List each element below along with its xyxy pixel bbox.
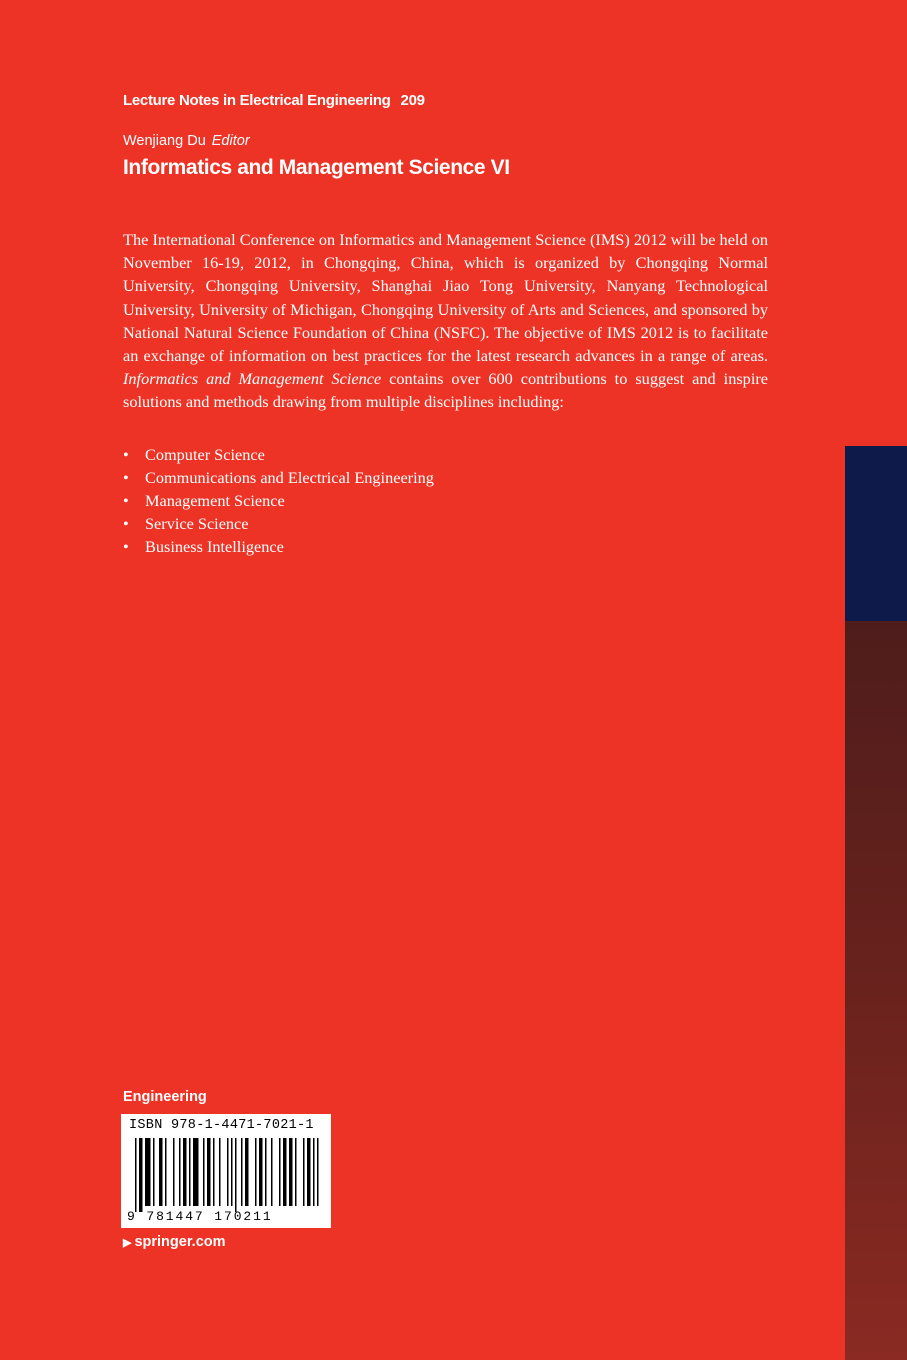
barcode-bar [153,1138,155,1206]
barcode-bar [203,1138,205,1206]
barcode-bar [145,1138,151,1206]
barcode-bar [173,1138,175,1206]
barcode-bar [289,1138,293,1206]
list-item [123,443,434,466]
isbn-label: ISBN 978-1-4471-7021-1 [129,1118,314,1133]
topic-label: Communications and Electrical Engineering [145,468,434,487]
barcode-bar [235,1138,237,1212]
barcode-bar [213,1138,215,1206]
series-name: Lecture Notes in Electrical Engineering [123,92,391,109]
barcode-bar [189,1138,191,1206]
barcode-bar [271,1138,273,1206]
bullet-icon: • [123,537,129,556]
barcode-bar [193,1138,199,1206]
barcode-bar [313,1138,315,1206]
barcode-bar [279,1138,281,1206]
list-item [123,489,434,512]
arrow-icon: ▶ [123,1237,132,1249]
topic-label: Computer Science [145,445,265,464]
series-number: 209 [400,92,425,109]
bullet-icon: • [123,468,129,487]
spine-color-band-dark [845,621,907,1360]
barcode-bar [165,1138,167,1206]
barcode-bar [241,1138,243,1206]
bullet-icon: • [123,514,129,533]
barcode-bar [135,1138,137,1212]
topic-label: Business Intelligence [145,537,284,556]
barcode-bar [183,1138,187,1206]
ean-digits: 9 781447 170211 [127,1209,273,1224]
barcode-bar [231,1138,233,1206]
barcode-bar [265,1138,267,1206]
barcode-bar [139,1138,143,1212]
barcode-bar [219,1138,221,1206]
barcode-bar [159,1138,163,1206]
description-part-1: The International Conference on Informatics and Management Science (IMS) 2012 will be held on November 16-19, 2012, in Chongqing, China, which is organized by Chongqing Normal University, Chongqing University, Shanghai Jiao Tong University, Nanyang Technological University, University of Michigan, Chongqing University of Arts and Sciences, and sponsored by National Natural Science Foundation of China (NSFC). The objective of IMS 2012 is to facilitate an exchange of information on best practices for the latest research advances in a range of areas. [123,230,768,366]
isbn-barcode [121,1114,331,1228]
barcode-bar [227,1138,229,1206]
book-description [123,228,768,414]
barcode-bar [283,1138,287,1206]
barcode-bar [307,1138,311,1206]
barcode-bar [303,1138,305,1206]
barcode-bar [295,1138,297,1206]
description-italic-title: Informatics and Management Science [123,369,382,389]
barcode-bar [179,1138,181,1206]
barcode-bar [255,1138,257,1206]
barcode-bar [259,1138,263,1206]
list-item [123,535,434,558]
bullet-icon: • [123,445,129,464]
topic-label: Service Science [145,514,249,533]
publisher-website[interactable] [123,1234,226,1250]
editor-line [123,133,250,149]
editor-role: Editor [211,133,250,149]
topic-label: Management Science [145,491,285,510]
series-line [123,92,425,109]
barcode-bar [245,1138,249,1206]
list-item [123,512,434,535]
book-title: Informatics and Management Science VI [123,156,510,179]
website-label: springer.com [134,1234,226,1250]
barcode-bar [317,1138,319,1206]
bullet-icon: • [123,491,129,510]
subject-category: Engineering [123,1089,207,1105]
spine-color-band-blue [845,446,907,621]
editor-name: Wenjiang Du [123,133,206,149]
barcode-bar [207,1138,211,1206]
topic-list [123,443,434,558]
description-part-2: contains over 600 contributions to suggest and inspire solutions and methods drawing from multiple disciplines including: [123,369,768,412]
list-item [123,466,434,489]
